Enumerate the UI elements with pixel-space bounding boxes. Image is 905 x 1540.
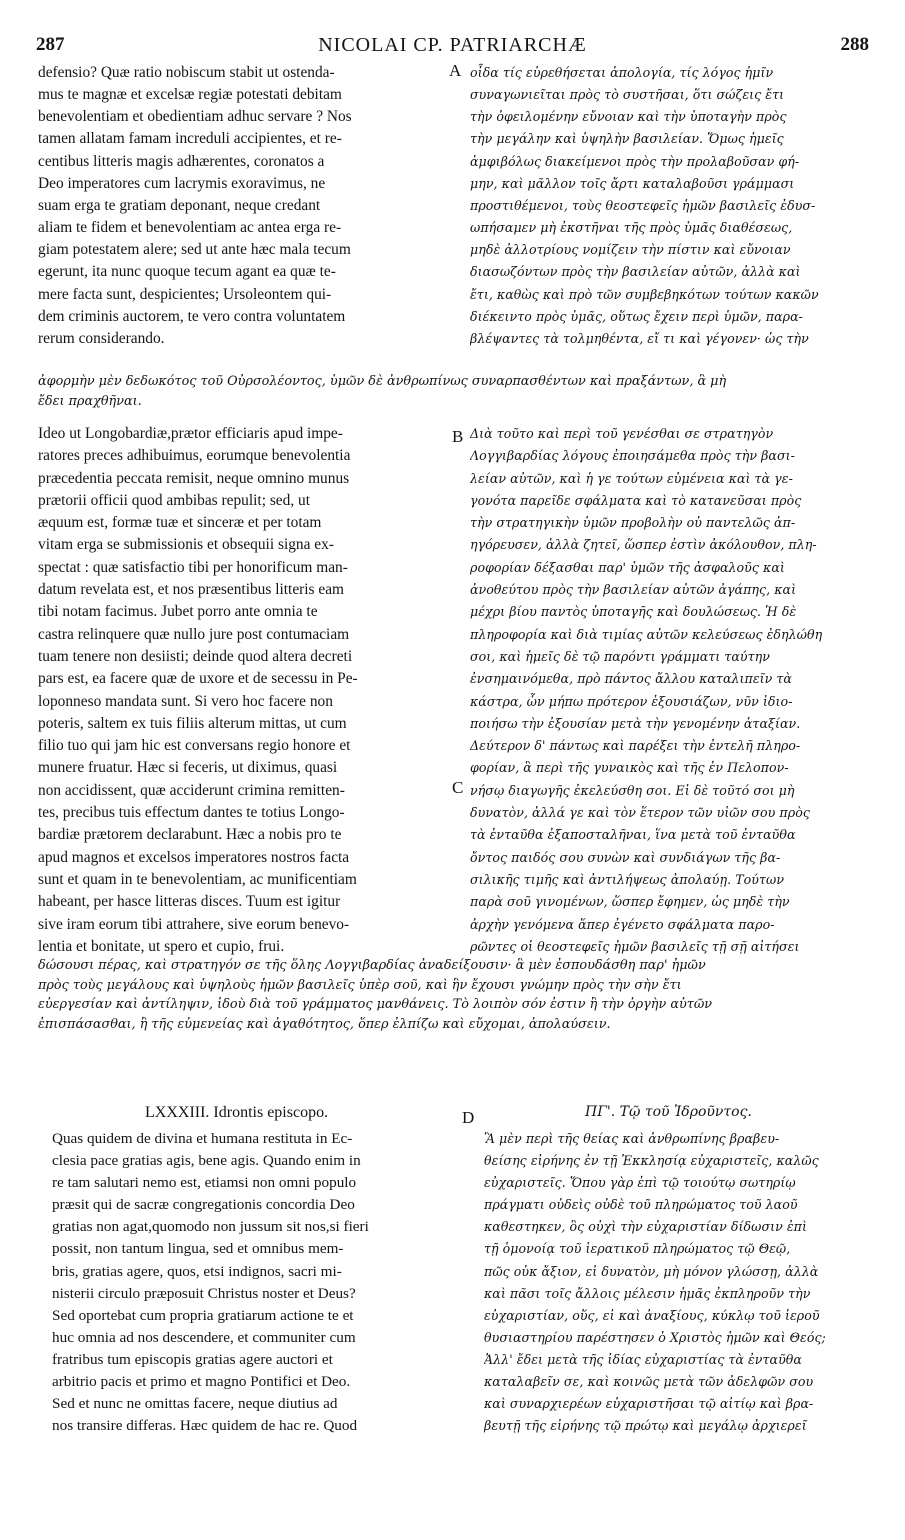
greek-line: λείαν αὐτῶν, καὶ ἡ γε τούτων εὐμένεια καὶ τὰ γε- [470, 470, 793, 486]
greek-full-width-passage-1 [38, 372, 883, 411]
greek-line: Λογγιβαρδίας λόγους ἐποιησάμεθα πρὸς τὴν βασι- [470, 448, 795, 464]
margin-marker-b: B [452, 427, 464, 446]
running-header [36, 34, 869, 58]
greek-line: μην, καὶ μᾶλλον τοῖς ἄρτι καταλαβοῦσι γράμμασι [470, 175, 795, 191]
latin-line: poteris, saltem ex tuis filiis alterum mittas, ut cum [38, 714, 347, 732]
greek-line: ἔτι, καθὼς καὶ πρὸ τῶν συμβεβηκότων τούτων κακῶν [470, 286, 819, 302]
latin-line: datum revelata est, et nos præsentibus litteris eam [38, 581, 345, 599]
greek-line: σιλικῆς τιμῆς καὶ ἀντιλήψεως ἀπολαύῃ. Τούτων [470, 871, 785, 887]
letter-heading-latin: LXXXIII. Idrontis episcopo. [145, 1104, 329, 1121]
latin-line: egerunt, ita nunc quoque tecum agant ea quæ te- [38, 263, 336, 281]
greek-line: ἐπισπάσασθαι, ἢ τῆς εὐμενείας καὶ ἀγαθότητος, ὅπερ ἐλπίζω καὶ εὔχομαι, ἀπολαύσειν. [38, 1016, 611, 1032]
latin-line: prætorii officii quod ambibas repulit; sed, ut [38, 491, 311, 509]
latin-line: giam potestatem alere; sed ut ante hæc mala tecum [38, 241, 351, 259]
greek-line: ρῶντες οἱ θεοστεφεῖς ἡμῶν βασιλεῖς τῇ σῇ αἰτήσει [470, 938, 800, 954]
latin-line: Sed et nunc ne omittas facere, neque diutius ad [52, 1395, 338, 1413]
greek-line: διέκειντο πρὸς ὑμᾶς, οὕτως ἔχειν περὶ ὑμῶν, παρα- [470, 308, 803, 324]
latin-line: fratribus tum episcopis gratias agere auctori et [52, 1350, 333, 1368]
greek-line: θείσης εἰρήνης ἐν τῇ Ἐκκλησίᾳ εὐχαριστεῖς, καλῶς [484, 1153, 819, 1169]
greek-line: Ἃ μὲν περὶ τῆς θείας καὶ ἀνθρωπίνης βραβευ- [484, 1131, 780, 1146]
margin-marker-c: C [452, 778, 464, 797]
greek-line: ἀρχὴν γενόμενα ἅπερ ἐγένετο σφάλματα παρο- [470, 916, 775, 932]
greek-line: σοι, καὶ ἡμεῖς δὲ τῷ παρόντι γράμματι ταύτην [470, 648, 770, 664]
latin-line: sunt et quam in te benevolentiam, ac munificentiam [38, 870, 357, 888]
latin-line: benevolentiam et obedientiam adhuc servare ? Nos [38, 108, 352, 126]
greek-line: θυσιαστηρίου παρέστησεν ὁ Χριστὸς ἡμῶν καὶ Θεός; [484, 1329, 826, 1345]
latin-line: munere fruatur. Hæc si feceris, ut diximus, quasi [38, 759, 338, 777]
greek-line: πληροφορία καὶ διὰ τιμίας αὐτῶν κελεύσεως ἐδηλώθη [470, 626, 823, 642]
latin-line: æquum est, formæ tuæ et sinceræ et per totam [38, 514, 322, 532]
latin-line: filio tuo qui jam hic est conversans regio honore et [38, 737, 351, 755]
greek-line: πράγματι οὐδεὶς οὐδὲ τοῦ πληρώματος τοῦ λαοῦ [484, 1197, 798, 1213]
latin-line: dem criminis auctorem, te vero contra voluntatem [38, 307, 346, 325]
latin-line: defensio? Quæ ratio nobiscum stabit ut ostenda- [38, 64, 335, 81]
latin-line: tuam tenere non desiisti; deinde quod altera decreti [38, 647, 353, 665]
greek-line: εὐχαριστίαν, οὕς, εἰ καὶ ἀναξίους, κύκλῳ τοῦ ἱεροῦ [484, 1307, 820, 1323]
latin-line: bris, gratias agere, quos, etsi indignos, sacri mi- [52, 1262, 342, 1280]
greek-column-bottom [484, 1128, 898, 1437]
latin-line: Sed oportebat cum propria gratiarum actione te et [52, 1306, 354, 1324]
latin-line: centibus litteris magis adhærentes, coronatos a [38, 152, 325, 170]
greek-line: μηδὲ ἀλλοτρίους νομίζειν τὴν πίστιν καὶ εὔνοιαν [470, 242, 791, 258]
running-title: NICOLAI CP. PATRIARCHÆ [318, 34, 587, 56]
greek-line: μέχρι βίου παντὸς ὑποταγῆς καὶ δουλώσεως. Ἡ δὲ [470, 604, 797, 620]
latin-line: Deo imperatores cum lacrymis exoravimus, ne [38, 174, 326, 192]
letter-heading-greek: ΠΓ'. Τῷ τοῦ Ἰδροῦντος. [585, 1104, 752, 1120]
page-number-left: 287 [36, 34, 65, 55]
latin-line: præcedentia peccata remisit, neque omnino munus [38, 469, 350, 487]
greek-line: ηγόρευσεν, ἀλλὰ ζητεῖ, ὥσπερ ἐστὶν ἀκόλουθον, πλη- [470, 537, 817, 553]
greek-line: κάστρα, ὧν μήπω πρότερον ἐξουσιάζων, νῦν ἰδιο- [470, 693, 793, 709]
latin-line: loponneso mandata sunt. Si vero hoc facere non [38, 692, 333, 710]
greek-line: καθεστηκεν, ὃς οὐχὶ τὴν εὐχαριστίαν δίδωσιν ἐπὶ [484, 1219, 807, 1235]
latin-column-top [38, 62, 462, 350]
latin-line: sive iram eorum tibi attrahere, sive eorum benevo- [38, 915, 350, 933]
greek-line: Δεύτερον δ' πάντως καὶ παρέξει τὴν ἐντελῆ πληρο- [470, 738, 801, 754]
greek-line: συναγωνιεῖται πρὸς τὸ συστῆσαι, ὅτι σώζεις ἔτι [470, 87, 785, 103]
latin-line: tes, precibus tuis effectum dantes te totius Longo- [38, 804, 345, 822]
greek-line: δώσουσι πέρας, καὶ στρατηγόν σε τῆς ὅλης Λογγιβαρδίας ἀναδείξουσιν· ἃ μὲν ἐσπουδάσθη παρ' ἡμῶν [38, 958, 706, 973]
greek-line: καὶ συναρχιερέων εὐχαριστῆσαι τῷ αἰτίῳ καὶ βρα- [484, 1396, 814, 1412]
greek-line: παρὰ σοῦ γινομένων, ὥσπερ ἔφημεν, ὡς μηδὲ τὴν [470, 894, 790, 910]
latin-line: gratias non agat,quomodo non jussum sit nos,si fieri [52, 1218, 369, 1236]
greek-line: οἶδα τίς εὑρεθήσεται ἀπολογία, τίς λόγος ἡμῖν [470, 65, 774, 80]
latin-line: pars est, ea facere quæ de uxore et de secessu in Pe- [38, 670, 358, 688]
greek-line: δυνατὸν, ἀλλά γε καὶ τὸν ἕτερον τῶν υἱῶν σου πρὸς [470, 805, 810, 821]
latin-line: possit, non tantum lingua, sed et omnibus mem- [52, 1240, 344, 1258]
margin-marker-a: A [449, 61, 462, 80]
greek-line: ποιήσω τὴν ἐξουσίαν μετὰ τὴν γενομένην ἀταξίαν. [470, 715, 801, 731]
greek-full-width-passage-2 [38, 956, 883, 1034]
greek-column-middle [470, 423, 900, 958]
latin-line: huc omnia ad nos descendere, et communiter cum [52, 1328, 356, 1346]
greek-line: διασωζόντων πρὸς τὴν βασιλείαν αὐτῶν, ἀλλὰ καὶ [470, 264, 801, 280]
latin-line: spectat : quæ satisfactio tibi per honorificum man- [38, 558, 348, 576]
latin-line: lentia et bonitate, ut spero et cupio, frui. [38, 937, 285, 955]
greek-line: τὴν μεγάλην καὶ ὑψηλὴν βασιλείαν. Ὅμως ἡμεῖς [470, 131, 784, 147]
latin-line: suam erga te gratiam deponant, neque credant [38, 196, 321, 214]
greek-line: γονότα παρεῖδε σφάλματα καὶ τὸ κατανεῦσαι πρὸς [470, 492, 802, 508]
greek-line: βευτῇ τῆς εἰρήνης τῷ πρώτῳ καὶ μεγάλῳ ἀρχιερεῖ [484, 1418, 807, 1434]
latin-column-middle [38, 423, 462, 958]
greek-line: Ἀλλ' ἔδει μετὰ τῆς ἰδίας εὐχαριστίας τὰ ἐνταῦθα [484, 1351, 802, 1367]
latin-line: aliam te fidem et benevolentiam ac antea erga re- [38, 219, 342, 237]
greek-line: ροφορίαν δέξασθαι παρ' ὑμῶν τῆς ἀσφαλοῦς καὶ [470, 559, 785, 575]
latin-line: arbitrio pacis et primo et magno Pontifici et Deo. [52, 1373, 351, 1391]
latin-column-bottom [52, 1128, 462, 1437]
greek-line: εὐεργεσίαν καὶ ἀντίληψιν, ἰδοὺ διὰ τοῦ γράμματος μανθάνεις. Τὸ λοιπὸν σόν ἐστιν ἢ τὴν ὀργὴν αὐτῶν [38, 997, 713, 1012]
greek-line: τὴν στρατηγικὴν ὑμῶν προβολὴν οὐ παντελῶς ἀπ- [470, 515, 796, 531]
margin-marker-d: D [462, 1108, 475, 1127]
latin-line: vitam erga se submissionis et obsequii signa ex- [38, 536, 334, 554]
latin-line: præsit qui de sacræ congregationis concordia Deo [52, 1196, 355, 1214]
latin-line: re tam salutari nemo est, etiamsi non omni populo [52, 1174, 357, 1192]
greek-line: βλέψαντες τὰ τολμηθέντα, εἴ τι καὶ γέγονεν· ὡς τὴν [470, 330, 809, 346]
greek-line: φορίαν, ἃ περὶ τῆς γυναικὸς καὶ τῆς ἐν Πελοπον- [470, 760, 789, 776]
greek-line: εὐχαριστεῖς. Ὅπου γὰρ ἐπὶ τῷ τοιούτῳ σωτηρίῳ [484, 1175, 796, 1191]
latin-line: castra relinquere quæ nullo jure post contumaciam [38, 625, 350, 643]
greek-line: τὰ ἐνταῦθα ἐξαποσταλῆναι, ἵνα μετὰ τοῦ ἐνταῦθα [470, 827, 796, 843]
greek-line: καταλαβεῖν σε, καὶ κοινῶς μετὰ τῶν ἀδελφῶν σου [484, 1374, 814, 1390]
latin-line: tibi notam facimus. Jubet porro ante omnia te [38, 603, 318, 621]
greek-line: τῇ ὁμονοίᾳ τοῦ ἱερατικοῦ πληρώματος τῷ Θεῷ, [484, 1241, 791, 1257]
latin-line: Ideo ut Longobardiæ,prætor efficiaris apud impe- [38, 425, 343, 442]
latin-line: rerum considerando. [38, 329, 165, 347]
greek-line: ἔδει πραχθῆναι. [38, 393, 142, 409]
latin-line: mus te magnæ et excelsæ regiæ potestati debitam [38, 86, 342, 104]
greek-line: τὴν ὀφειλομένην εὔνοιαν καὶ τὴν ὑποταγὴν πρὸς [470, 109, 787, 125]
latin-line: bardiæ prætorem declarabunt. Hæc a nobis pro te [38, 826, 342, 844]
greek-line: ἐνσημαινόμεθα, πρὸ πάντος ἄλλου καταλιπεῖν τὰ [470, 671, 792, 687]
greek-line: ὄντος παιδός σου συνὼν καὶ συνδιάγων τῆς βα- [470, 849, 781, 865]
greek-line: ἀνοθεύτου πρὸς τὴν βασιλείαν αὐτῶν ἀγάπης, καὶ [470, 582, 797, 598]
latin-line: mere facta sunt, despicientes; Ursoleontem qui- [38, 285, 332, 303]
greek-line: ἀμφιβόλως διακείμενοι πρὸς τὴν προλαβοῦσαν φή- [470, 153, 800, 169]
latin-line: ratores preces adhibuimus, eorumque benevolentia [38, 447, 351, 465]
greek-column-top [470, 62, 900, 350]
greek-line: πῶς οὐκ ἄξιον, εἰ δυνατὸν, μὴ μόνον γλώσσῃ, ἀλλὰ [484, 1263, 819, 1279]
latin-line: nisterii circulo præposuit Christus noster et Deus? [52, 1284, 356, 1302]
greek-line: Διὰ τοῦτο καὶ περὶ τοῦ γενέσθαι σε στρατηγὸν [470, 426, 774, 441]
page-number-right: 288 [840, 34, 869, 55]
latin-line: Quas quidem de divina et humana restituta in Ec- [52, 1130, 353, 1147]
greek-line: πρὸς τοὺς μεγάλους καὶ ὑψηλοὺς ἡμῶν βασιλεῖς ὑπὲρ σοῦ, καὶ ἣν ἔχουσι γνώμην πρὸς τὴν σὴν ἔτι [38, 977, 682, 993]
latin-line: apud magnos et excelsos imperatores nostros facta [38, 848, 350, 866]
greek-line: καὶ πᾶσι τοῖς ἄλλοις μέλεσιν ἡμᾶς ἐκπληροῦν τὴν [484, 1285, 811, 1301]
greek-line: προστιθέμενοι, τοὺς θεοστεφεῖς ἡμῶν βασιλεῖς ἐδυσ- [470, 197, 816, 213]
latin-line: non accidissent, quæ acciderunt crimina remitten- [38, 781, 345, 799]
greek-line: ἀφορμὴν μὲν δεδωκότος τοῦ Οὐρσολέοντος, ὑμῶν δὲ ἀνθρωπίνως συναρπασθέντων καὶ πραξάντων, ἃ μὴ [38, 374, 727, 389]
latin-line: habeant, per hasce litteras disces. Tuum est igitur [38, 893, 341, 911]
greek-line: ωπήσαμεν μὴ ἐκστῆναι τῆς πρὸς ὑμᾶς διαθέσεως, [470, 220, 793, 236]
latin-line: tamen allatam famam increduli accipientes, et re- [38, 130, 342, 148]
latin-line: nos transire differas. Hæc quidem de hac re. Quod [52, 1417, 358, 1435]
latin-line: clesia pace gratias agis, bene agis. Quando enim in [52, 1152, 361, 1170]
greek-line: νήσῳ διαγωγῆς ἐκελεύσθη σοι. Εἰ δὲ τοῦτό σοι μὴ [470, 782, 795, 798]
